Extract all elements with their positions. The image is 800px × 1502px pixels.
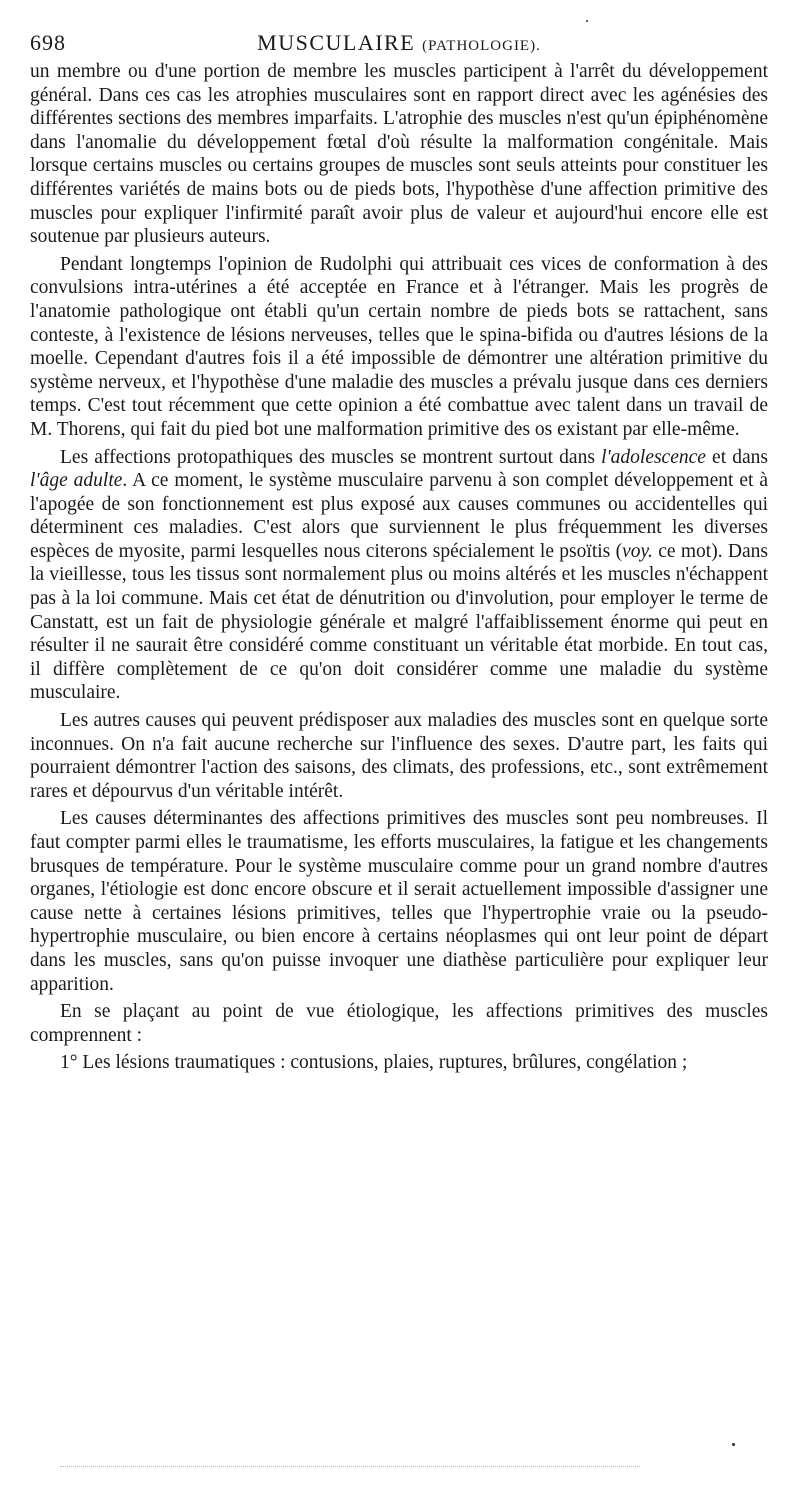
ink-speck [732, 1443, 735, 1446]
running-title-main: MUSCULAIRE [257, 30, 416, 55]
book-page [30, 26, 768, 1079]
list-item-traumatic-lesions: 1° Les lésions traumatiques : contusions, plaies, ruptures, brûlures, congélation ; [60, 1052, 688, 1074]
body-text [30, 60, 768, 1075]
paragraph-continued: un membre ou d'une portion de membre les muscles participent à l'arrêt du développement général. Dans ces cas les atrophies musculaires sont en rapport direct avec les agénésies des différentes sections des membres imparfaits. L'atrophie des muscles n'est qu'un épiphénomène dans l'anomalie du développement fœtal d'où résulte la malformation congénitale. Mais lorsque certains muscles ou certains groupes de muscles sont seuls atteints pour constituer les différentes variétés de mains bots ou de pieds bots, l'hypothèse d'une affection primitive des muscles pour expliquer l'infirmité paraît avoir plus de valeur et aujourd'hui encore elle est soutenue par plusieurs auteurs. [30, 61, 768, 248]
paragraph-determinant-causes: Les causes déterminantes des affections primitives des muscles sont peu nombreuses. Il faut compter parmi elles le traumatisme, les efforts musculaires, la fatigue et les changements brusques de température. Pour le système musculaire comme pour un grand nombre d'autres organes, l'étiologie est donc encore obscure et il serait actuellement impossible d'assigner une cause nette à certaines lésions primitives, telles que l'hypertrophie vraie ou la pseudo-hypertrophie musculaire, ou bien encore à certains néoplasmes qui ont leur point de départ dans les muscles, sans qu'on puisse invoquer une diathèse particulière pour expliquer leur apparition. [30, 808, 768, 995]
page-number: 698 [30, 30, 66, 55]
page-bottom-rule [60, 1466, 640, 1467]
paragraph-rudolphi: Pendant longtemps l'opinion de Rudolphi qui attribuait ces vices de conformation à des convulsions intra-utérines a été acceptée en France et à l'étranger. Mais les progrès de l'anatomie pathologique ont établi qu'un certain nombre de pieds bots se rattachent, sans conteste, à l'existence de lésions nerveuses, telles que le spina-bifida ou d'autres lésions de la moelle. Cependant d'autres fois il a été impossible de démontrer une altération primitive du système nerveux, et l'hypothèse d'une maladie des muscles a prévalu jusque dans ces derniers temps. C'est tout récemment que cette opinion a été combattue avec talent dans un travail de M. Thorens, qui fait du pied bot une malformation primitive des os existant par elle-même. [30, 253, 768, 440]
text-run: Les affections protopathiques des muscles se montrent surtout dans [60, 446, 602, 468]
running-title-subtitle: (PATHOLOGIE). [422, 38, 541, 54]
paragraph-protopathic [30, 446, 768, 706]
running-head [30, 26, 768, 54]
italic-term-adolescence: l'adolescence [601, 446, 706, 468]
paragraph-other-causes: Les autres causes qui peuvent prédisposer aux maladies des muscles sont en quelque sorte inconnues. On n'a fait aucune recherche sur l'influence des sexes. D'autre part, les faits qui pourraient démontrer l'action des saisons, des climats, des professions, etc., sont extrêmement rares et dépourvus d'un véritable intérêt. [30, 710, 768, 802]
paragraph-etiology: En se plaçant au point de vue étiologique, les affections primitives des muscles comprennent : [30, 1001, 768, 1046]
text-run: . A ce moment, le système musculaire parvenu à son complet développement et à l'apogée de son fonctionnement est plus exposé aux causes communes ou accidentelles qui déterminent ces maladies. C'est alors que surviennent le plus fréquemment les diverses espèces de myosite, parmi lesquelles nous citerons spécialement le psoïtis ( [30, 470, 769, 562]
text-run: ce mot). Dans la vieillesse, tous les tissus sont normalement plus ou moins altérés et les muscles n'échappent pas à la loi commune. Mais cet état de dénutrition ou d'involution, pour employer le terme de Canstatt, est un fait de physiologie générale et malgré l'affaiblissement énorme qui peut en résulter il ne saurait être considéré comme constituant un véritable état morbide. En tout cas, il diffère complètement de ce qu'on doit considérer comme une maladie du système musculaire. [30, 540, 768, 704]
italic-term-age-adulte: l'âge adulte [30, 470, 123, 492]
running-title [30, 30, 768, 56]
text-run: et dans [705, 446, 768, 468]
italic-term-voy: voy. [622, 540, 653, 562]
ink-speck [586, 20, 588, 22]
